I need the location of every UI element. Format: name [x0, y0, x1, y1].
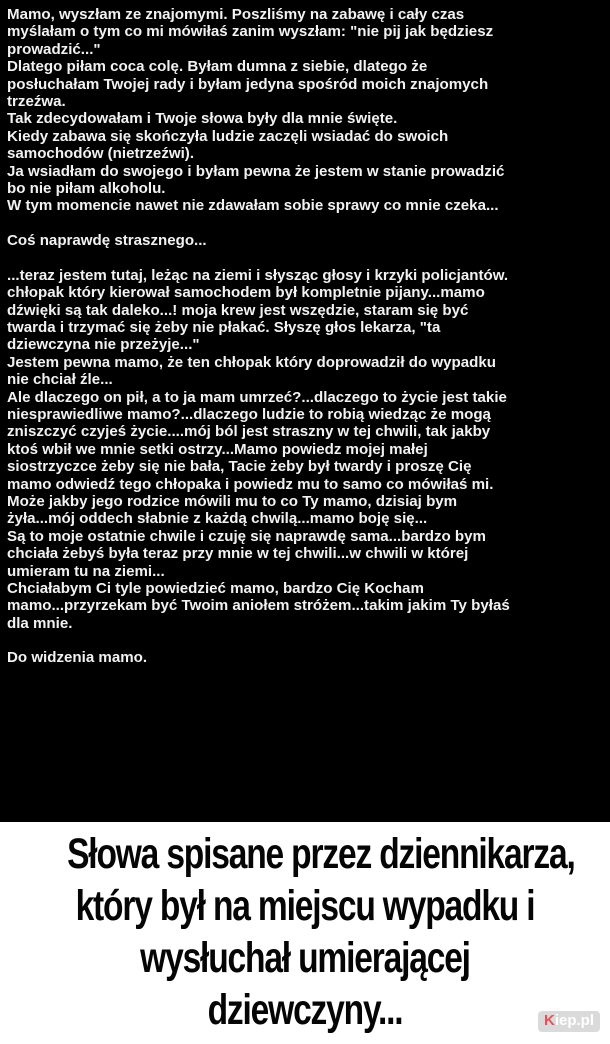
story-line: ...teraz jestem tutaj, leżąc na ziemi i słysząc głosy i krzyki policjantów.: [7, 266, 509, 284]
caption-headline: [0, 828, 610, 1036]
story-line: trzeźwa.: [7, 92, 66, 110]
story-line: żyła...mój oddech słabnie z każdą chwilą...mamo boję się...: [7, 510, 428, 528]
story-line: mamo...przyrzekam być Twoim aniołem stróżem...takim jakim Ty byłaś: [7, 597, 510, 615]
caption-line: dziewczyny...: [207, 986, 403, 1034]
story-line: zniszczyć czyjeś życie....mój ból jest straszny w tej chwili, tak jakby: [7, 423, 491, 441]
story-line: Chciałabym Ci tyle powiedzieć mamo, bardzo Cię Kocham: [7, 579, 424, 597]
story-line: Są to moje ostatnie chwile i czuję się naprawdę sama...bardzo bym: [7, 527, 486, 545]
story-line: Tak zdecydowałam i Twoje słowa były dla mnie święte.: [7, 110, 398, 128]
story-line: Ja wsiadłam do swojego i byłam pewna że jestem w stanie prowadzić: [7, 162, 505, 180]
story-line: niesprawiedliwe mamo?...dlaczego ludzie to robią wiedząc że mogą: [7, 405, 491, 423]
paragraph-gap: [7, 215, 607, 232]
story-text: [7, 6, 607, 667]
story-line: Kiedy zabawa się skończyła ludzie zaczęli wsiadać do swoich: [7, 127, 449, 145]
story-line: myślałam o tym co mi mówiłaś zanim wyszłam: "nie pij jak będziesz: [7, 23, 494, 41]
caption-line: Słowa spisane przez dziennikarza,: [67, 830, 575, 878]
story-line: Może jakby jego rodzice mówili mu to co Ty mamo, dzisiaj bym: [7, 492, 458, 510]
story-line: umieram tu na ziemi...: [7, 562, 165, 580]
story-line: posłuchałam Twojej rady i byłam jedyna spośród moich znajomych: [7, 75, 489, 93]
story-line: bo nie piłam alkoholu.: [7, 179, 166, 197]
story-line: nie chciał źle...: [7, 371, 113, 389]
story-line: W tym momencie nawet nie zdawałam sobie sprawy co mnie czeka...: [7, 197, 499, 215]
watermark-brand-rest: iep.pl: [554, 1012, 594, 1029]
story-line: Coś naprawdę strasznego...: [7, 232, 207, 250]
story-line: twarda i trzymać się żeby nie płakać. Słyszę głos lekarza, "ta: [7, 319, 441, 337]
story-line: dziewczyna nie przeżyje...": [7, 336, 200, 354]
paragraph-gap: [7, 249, 607, 266]
watermark-brand-k: K: [543, 1012, 555, 1029]
story-line: dźwięki są tak daleko...! moja krew jest wszędzie, staram się być: [7, 301, 469, 319]
story-line: chciała żebyś była teraz przy mnie w tej chwili...w chwili w której: [7, 545, 469, 563]
caption-line: wysłuchał umierającej: [140, 934, 470, 982]
story-line: Do widzenia mamo.: [7, 649, 148, 667]
story-line: chłopak który kierował samochodem był kompletnie pijany...mamo: [7, 284, 485, 302]
caption-panel: [0, 822, 610, 1044]
story-line: ktoś wbił we mnie setki ostrzy...Mamo powiedz mojej małej: [7, 440, 428, 458]
story-line: dla mnie.: [7, 614, 73, 632]
story-line: siostrzyczce żeby się nie bała, Tacie żeby był twardy i proszę Cię: [7, 458, 472, 476]
paragraph-gap: [7, 632, 607, 649]
story-line: prowadzić...": [7, 40, 101, 58]
caption-line: który był na miejscu wypadku i: [75, 882, 535, 930]
story-line: Mamo, wyszłam ze znajomymi. Poszliśmy na zabawę i cały czas: [7, 6, 465, 23]
story-line: Ale dlaczego on pił, a to ja mam umrzeć?...dlaczego to życie jest takie: [7, 388, 507, 406]
story-line: mamo odwiedź tego chłopaka i powiedz mu to samo co mówiłaś mi.: [7, 475, 494, 493]
kiep-watermark-logo: [538, 1011, 600, 1032]
story-line: Dlatego piłam coca colę. Byłam dumna z siebie, dlatego że: [7, 58, 428, 76]
story-line: samochodów (nietrzeźwi).: [7, 145, 195, 163]
story-line: Jestem pewna mamo, że ten chłopak który doprowadził do wypadku: [7, 353, 496, 371]
